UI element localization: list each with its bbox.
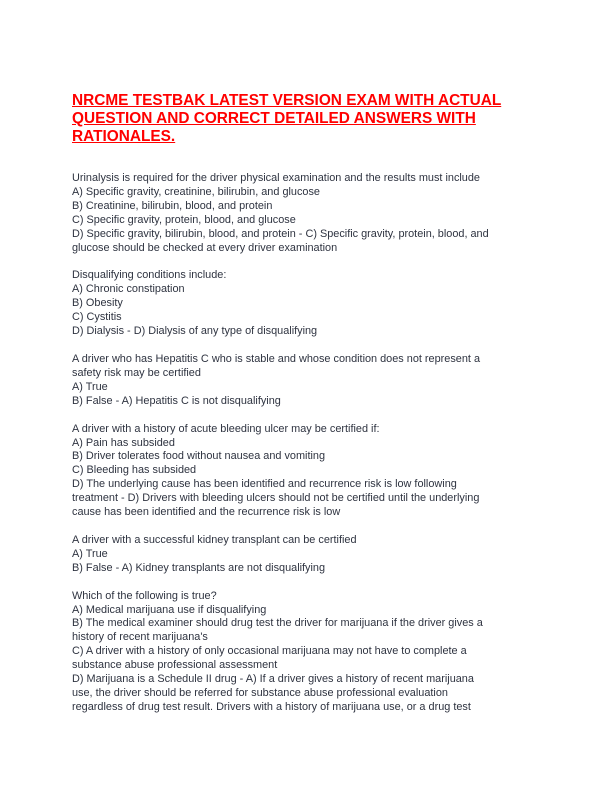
text-line: A) Chronic constipation [72, 283, 185, 296]
text-line: safety risk may be certified [72, 366, 201, 379]
text-line: Urinalysis is required for the driver physical examination and the results must include [72, 172, 480, 184]
question-block [72, 590, 552, 715]
document-title [72, 92, 552, 146]
text-line: Which of the following is true? [72, 589, 217, 602]
text-line: cause has been identified and the recurrence risk is low [72, 506, 341, 519]
text-line: A) Pain has subsided [72, 436, 175, 449]
text-line: use, the driver should be referred for substance abuse professional evaluation [72, 687, 448, 699]
text-line: A driver with a history of acute bleeding ulcer may be certified if: [72, 422, 380, 435]
title-line: QUESTION AND CORRECT DETAILED ANSWERS WITH [72, 110, 476, 127]
text-line: history of recent marijuana's [72, 631, 208, 644]
text-line: B) Obesity [72, 297, 123, 310]
text-line: treatment - D) Drivers with bleeding ulcers should not be certified until the underlying [72, 492, 480, 505]
text-line: C) Cystitis [72, 311, 122, 324]
text-line: D) Dialysis - D) Dialysis of any type of disqualifying [72, 325, 318, 338]
text-line: C) A driver with a history of only occasional marijuana may not have to complete a [72, 645, 467, 658]
text-line: B) The medical examiner should drug test the driver for marijuana if the driver gives a [72, 617, 483, 630]
text-line: B) Driver tolerates food without nausea and vomiting [72, 450, 326, 463]
title-line: NRCME TESTBAK LATEST VERSION EXAM WITH ACTUAL [72, 92, 502, 109]
text-line: A) True [72, 547, 108, 560]
text-line: C) Bleeding has subsided [72, 464, 197, 477]
text-line: A) True [72, 380, 108, 393]
text-line: B) False - A) Kidney transplants are not disqualifying [72, 561, 326, 574]
question-block [72, 353, 552, 409]
text-line: A) Medical marijuana use if disqualifying [72, 603, 267, 616]
question-block [72, 269, 552, 339]
text-line: substance abuse professional assessment [72, 659, 278, 672]
text-line: glucose should be checked at every driver examination [72, 241, 338, 254]
text-line: C) Specific gravity, protein, blood, and glucose [72, 213, 296, 226]
text-line: B) False - A) Hepatitis C is not disqualifying [72, 394, 281, 407]
text-line: D) Marijuana is a Schedule II drug - A) If a driver gives a history of recent marijuana [72, 673, 474, 686]
text-line: A) Specific gravity, creatinine, bilirubin, and glucose [72, 185, 320, 198]
text-line: D) Specific gravity, bilirubin, blood, and protein - C) Specific gravity, protein, blood, and [72, 227, 489, 240]
question-block [72, 534, 552, 576]
text-line: B) Creatinine, bilirubin, blood, and protein [72, 199, 273, 212]
text-line: D) The underlying cause has been identified and recurrence risk is low following [72, 478, 457, 491]
text-line: A driver with a successful kidney transplant can be certified [72, 533, 357, 546]
text-line: Disqualifying conditions include: [72, 269, 227, 282]
question-block [72, 423, 552, 520]
title-line: RATIONALES. [72, 128, 176, 145]
document-body [72, 172, 552, 729]
question-block [72, 172, 552, 255]
text-line: A driver who has Hepatitis C who is stable and whose condition does not represent a [72, 352, 481, 365]
text-line: regardless of drug test result. Drivers with a history of marijuana use, or a drug test [72, 700, 471, 713]
